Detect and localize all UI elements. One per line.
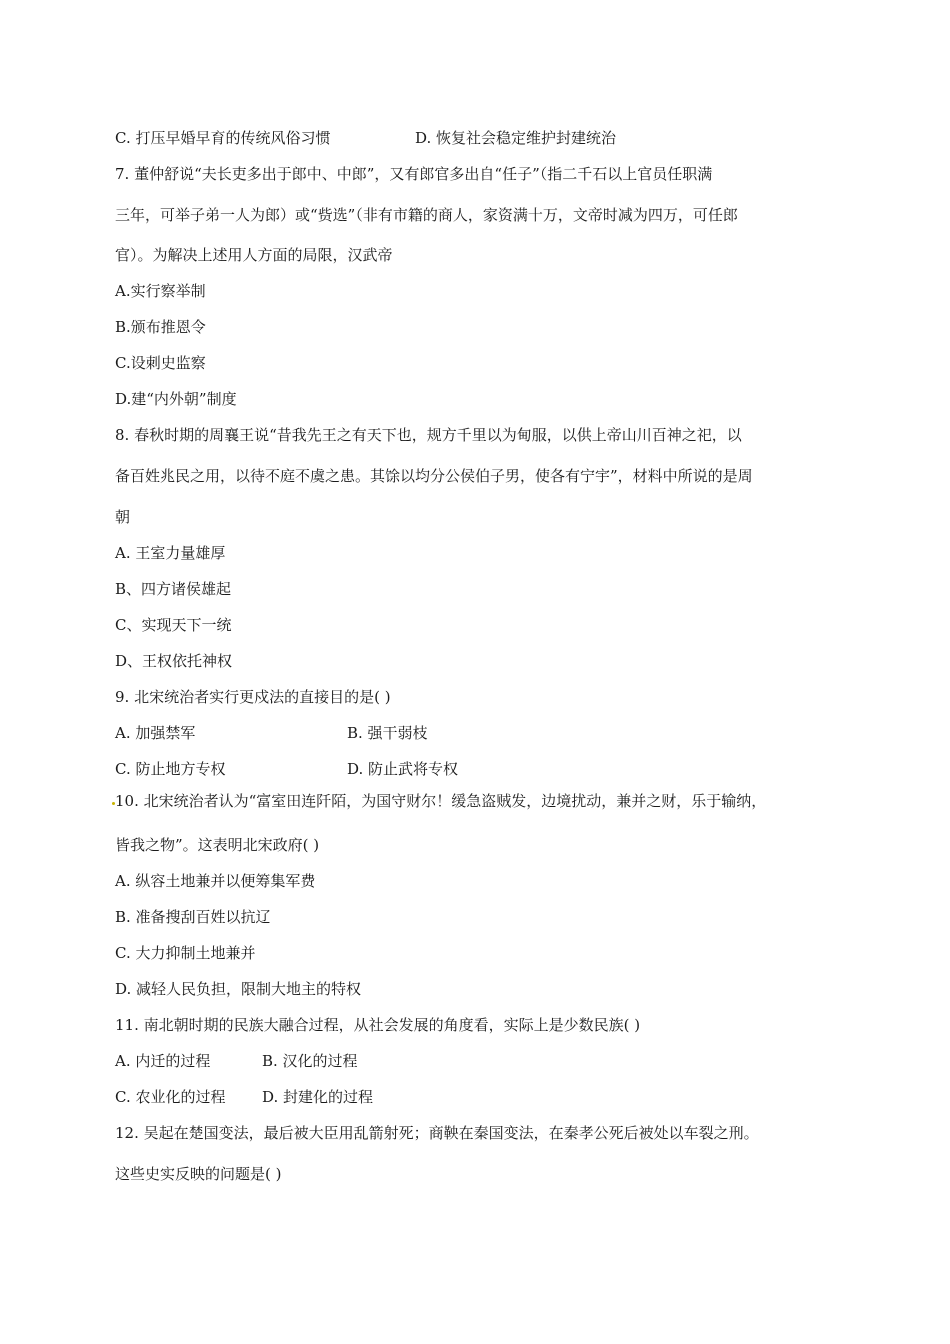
q8-option-c: C、实现天下一统 — [115, 616, 232, 634]
q6-option-c: C. 打压早婚早育的传统风俗习惯 — [115, 129, 331, 147]
q11-stem: 11. 南北朝时期的民族大融合过程，从社会发展的角度看，实际上是少数民族( ) — [115, 1016, 641, 1034]
q7-option-b: B.颁布推恩令 — [115, 318, 206, 336]
q8-stem-line-3: 朝 — [115, 508, 131, 526]
q9-option-d: D. 防止武将专权 — [347, 760, 459, 778]
q12-stem-line-1: 12. 吴起在楚国变法，最后被大臣用乱箭射死；商鞅在秦国变法，在秦孝公死后被处以车裂之刑。 — [115, 1124, 759, 1142]
q7-option-d: D.建“内外朝”制度 — [115, 390, 237, 408]
q9-option-a: A. 加强禁军 — [115, 724, 196, 742]
q7-stem-line-3: 官）。为解决上述用人方面的局限，汉武帝 — [115, 246, 393, 264]
q6-option-d: D. 恢复社会稳定维护封建统治 — [415, 129, 617, 147]
q10-option-a: A. 纵容土地兼并以便筹集军费 — [115, 872, 316, 890]
q8-option-d: D、王权依托神权 — [115, 652, 233, 670]
q8-option-b: B、四方诸侯雄起 — [115, 580, 232, 598]
q9-stem: 9. 北宋统治者实行更戍法的直接目的是( ) — [115, 688, 391, 706]
q8-stem-line-2: 备百姓兆民之用，以待不庭不虞之患。其馀以均分公侯伯子男，使各有宁宇”，材料中所说的是周 — [115, 467, 753, 485]
q11-option-d: D. 封建化的过程 — [262, 1088, 374, 1106]
q10-stem-line-1: 10. 北宋统治者认为“富室田连阡陌，为国守财尔！缓急盗贼发，边境扰动，兼并之财，乐于输纳， — [115, 792, 767, 810]
q7-option-a: A.实行察举制 — [115, 282, 206, 300]
q10-option-c: C. 大力抑制土地兼并 — [115, 944, 256, 962]
q9-option-c: C. 防止地方专权 — [115, 760, 226, 778]
q11-option-b: B. 汉化的过程 — [262, 1052, 358, 1070]
q10-stem-line-2: 皆我之物”。这表明北宋政府( ) — [115, 836, 320, 854]
q9-option-b: B. 强干弱枝 — [347, 724, 428, 742]
q11-option-c: C. 农业化的过程 — [115, 1088, 226, 1106]
q10-option-b: B. 准备搜刮百姓以抗辽 — [115, 908, 271, 926]
q7-option-c: C.设刺史监察 — [115, 354, 206, 372]
q11-option-a: A. 内迁的过程 — [115, 1052, 211, 1070]
q10-option-d: D. 减轻人民负担，限制大地主的特权 — [115, 980, 362, 998]
q8-stem-line-1: 8. 春秋时期的周襄王说“昔我先王之有天下也，规方千里以为甸服，以供上帝山川百神之祀，以 — [115, 426, 742, 444]
q12-stem-line-2: 这些史实反映的问题是( ) — [115, 1165, 282, 1183]
q7-stem-line-1: 7. 董仲舒说“夫长吏多出于郎中、中郎”，又有郎官多出自“任子”（指二千石以上官员任职满 — [115, 165, 713, 183]
q8-option-a: A. 王室力量雄厚 — [115, 544, 226, 562]
q7-stem-line-2: 三年，可举子弟一人为郎）或“赀选”（非有市籍的商人，家资满十万，文帝时减为四万，可任郎 — [115, 206, 738, 224]
